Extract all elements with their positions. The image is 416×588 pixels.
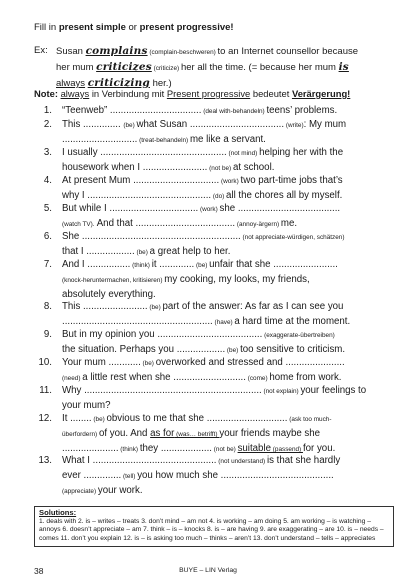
page-number: 38 — [34, 566, 44, 576]
exercise-item-13: 13. What I .............................................. (not understand) is that she hardly ever .............. (tell) you how much she .......................................... (appreciate) your work. — [38, 455, 341, 496]
exercise-item-8: 8. This ........................ (be) part of the answer: As far as I can see you ........................................................ (have) a hard time at the moment. — [43, 301, 351, 327]
example-line-3: always criticizing her.) — [56, 77, 172, 89]
exercise-item-5: 5. But while I ................................. (work) she ...................................... (watch TV). And that ..................................... (annoy-ärgern) me. — [43, 203, 341, 229]
exercise-item-6: 6. She ........................................................... (not appreciate-würdigen, schätzen) that I .................. (be) a great help to her. — [43, 231, 345, 257]
exercise-item-3: 3. I usually ............................................... (not mind) helping her with the housework when I ........................ (not be) at school. — [43, 147, 344, 173]
publisher-footer: BUYE – LIN Verlag — [179, 567, 237, 574]
example — [34, 44, 394, 91]
exercise-item-11: 11. Why .................................................................. (not explain) your feelings to your mum? — [39, 385, 367, 411]
handwritten-answer: is — [338, 61, 349, 73]
exercise-item-10: 10. Your mum ............ (be) overworked and stressed and ...................... (need) a little rest when she ........................... (come) home from work. — [38, 357, 345, 383]
exercise-item-4: 4. At present Mum ................................ (work) two part-time jobs that’s why I .............................................. (do) all the chores all by myself. — [43, 175, 343, 201]
exercise-item-12: 12. It ........ (be) obvious to me that she .............................. (ask too much- überfordern) of you. And as for (was… betrifft) your friends maybe she ..................... (think) they ................... (not be) suitable (passend) for you. — [38, 413, 336, 454]
exercise-item-7: 7. And I ................ (think) it ............. (be) unfair that she ........................ (knock-heruntermachen, kritisieren) my cooking, my looks, my friends, absolutely everything. — [43, 259, 338, 300]
handwritten-answer: criticizes — [96, 61, 152, 73]
instruction-term-progressive: present progressive! — [139, 22, 234, 33]
exercise-item-1: 1. “Teenweb” .................................. (deal with-behandeln) teens’ problems. — [43, 105, 338, 116]
instruction-text: Fill in — [34, 22, 59, 33]
example-line-2: her mum criticizes (criticize) her all the time. (= because her mum is — [56, 61, 349, 73]
exercise-item-2: 2. This .............. (be) what Susan ................................... (write): My mum ............................ (treat-behandeln) me like a servant. — [43, 119, 347, 145]
example-line-1: Susan complains (complain-beschweren) to an Internet counsellor because — [56, 45, 359, 57]
handwritten-answer: complains — [85, 45, 148, 57]
instruction — [34, 22, 234, 33]
instruction-term-simple: present simple — [58, 22, 126, 33]
solutions-text: 1. deals with 2. is – writes – treats 3. don’t mind – am not 4. is working – am doing 5. am working – is watching – annoys 6. doesn’t appreciate – am 7. think – is – knocks 8. is – are having 9. are exaggerating – are 10. is – needs – comes 11. don’t you explain 12. is – is asking too much – thinks – aren’t 13. don’t understand – tells – appreciates — [39, 517, 384, 542]
note: Note: always in Verbindung mit Present progressive bedeutet Verärgerung! — [34, 88, 351, 99]
handwritten-answer: criticizing — [87, 77, 150, 89]
example-label: Ex: — [34, 45, 48, 56]
solutions-box — [34, 506, 394, 547]
exercise-item-9: 9. But in my opinion you ....................................... (exaggerate-übertreiben) the situation. Perhaps you .................. (be) too sensitive to criticism. — [43, 329, 346, 355]
instruction-text: or — [125, 22, 140, 33]
solutions-heading: Solutions: — [39, 508, 77, 517]
